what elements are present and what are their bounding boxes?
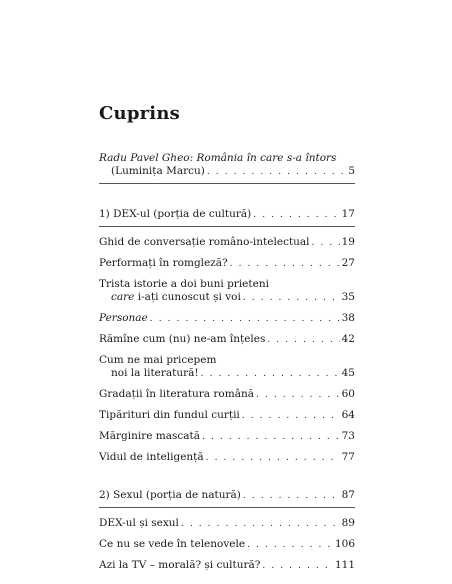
dot-leader [247, 539, 333, 552]
toc-entry [99, 388, 355, 402]
toc-page-number: 77 [341, 451, 355, 463]
dot-leader [256, 389, 340, 402]
dot-leader [243, 490, 340, 503]
toc-entry [99, 278, 355, 305]
toc-entry [99, 430, 355, 444]
toc-entry-title: Ce nu se vede în telenovele [99, 538, 246, 550]
toc-entry-title: Tipărituri din fundul curții [99, 409, 240, 421]
page-title: Cuprins [99, 103, 180, 124]
toc-entry-title-cont: i-ați cunoscut și voi [134, 291, 241, 303]
dot-leader [202, 431, 340, 444]
section-divider [99, 507, 355, 508]
toc-page-number: 45 [341, 367, 355, 379]
toc-page-number: 27 [341, 257, 355, 269]
toc-entry-title: Ghid de conversație româno-intelectual [99, 236, 310, 248]
table-of-contents [99, 152, 355, 573]
toc-entry [99, 354, 355, 381]
dot-leader [206, 452, 340, 465]
dot-leader [243, 292, 340, 305]
toc-page-number: 111 [334, 559, 355, 571]
toc-entry [99, 236, 355, 250]
toc-entry-title: Gradații în literatura română [99, 388, 254, 400]
toc-entry-title: Azi la TV – morală? și cultură? [99, 559, 261, 571]
toc-entry-title: Performați în romgleză? [99, 257, 228, 269]
toc-page-number: 42 [341, 333, 355, 345]
toc-page-number: 106 [334, 538, 355, 550]
toc-page-number: 35 [341, 291, 355, 303]
toc-entry-title: Vidul de inteligență [99, 451, 204, 463]
toc-page-number: 60 [341, 388, 355, 400]
toc-page-number: 19 [341, 236, 355, 248]
toc-entry-intro [99, 152, 355, 179]
toc-page-number: 5 [348, 165, 355, 177]
toc-section-title: 2) Sexul (porția de natură) [99, 489, 241, 501]
dot-leader [312, 237, 340, 250]
dot-leader [181, 518, 340, 531]
toc-entry [99, 517, 355, 531]
toc-entry-title-italic: care [111, 291, 135, 303]
toc-entry-title: Radu Pavel Gheo: România în care s-a întors [99, 152, 337, 164]
toc-page-number: 17 [341, 208, 355, 220]
dot-leader [253, 209, 339, 222]
dot-leader [267, 334, 339, 347]
dot-leader [242, 410, 340, 423]
toc-entry-title: DEX-ul și sexul [99, 517, 179, 529]
toc-entry [99, 333, 355, 347]
dot-leader [230, 258, 340, 271]
toc-entry-title: Mărginire mascată [99, 430, 201, 442]
toc-page-number: 89 [341, 517, 355, 529]
toc-entry-title: Cum ne mai pricepem [99, 354, 217, 366]
toc-page-number: 73 [341, 430, 355, 442]
toc-entry-title: Trista istorie a doi buni prieteni [99, 278, 269, 290]
toc-section-title: 1) DEX-ul (porția de cultură) [99, 208, 252, 220]
toc-page-number: 64 [341, 409, 355, 421]
section-divider [99, 183, 355, 184]
toc-entry-title: Rămîne cum (nu) ne-am înțeles [99, 333, 266, 345]
toc-entry [99, 409, 355, 423]
toc-entry [99, 451, 355, 465]
toc-entry [99, 538, 355, 552]
toc-entry [99, 559, 355, 573]
toc-entry-title: Personae [99, 312, 148, 324]
toc-entry [99, 257, 355, 271]
dot-leader [201, 368, 340, 381]
section-divider [99, 226, 355, 227]
toc-section-2 [99, 489, 355, 503]
toc-page-number: 38 [341, 312, 355, 324]
toc-page-number: 87 [341, 489, 355, 501]
dot-leader [150, 313, 340, 326]
dot-leader [262, 560, 333, 573]
toc-section-1 [99, 208, 355, 222]
toc-entry [99, 312, 355, 326]
toc-entry-title-cont: (Luminița Marcu) [111, 165, 205, 177]
dot-leader [207, 166, 346, 179]
toc-entry-title-cont: noi la literatură! [111, 367, 199, 379]
